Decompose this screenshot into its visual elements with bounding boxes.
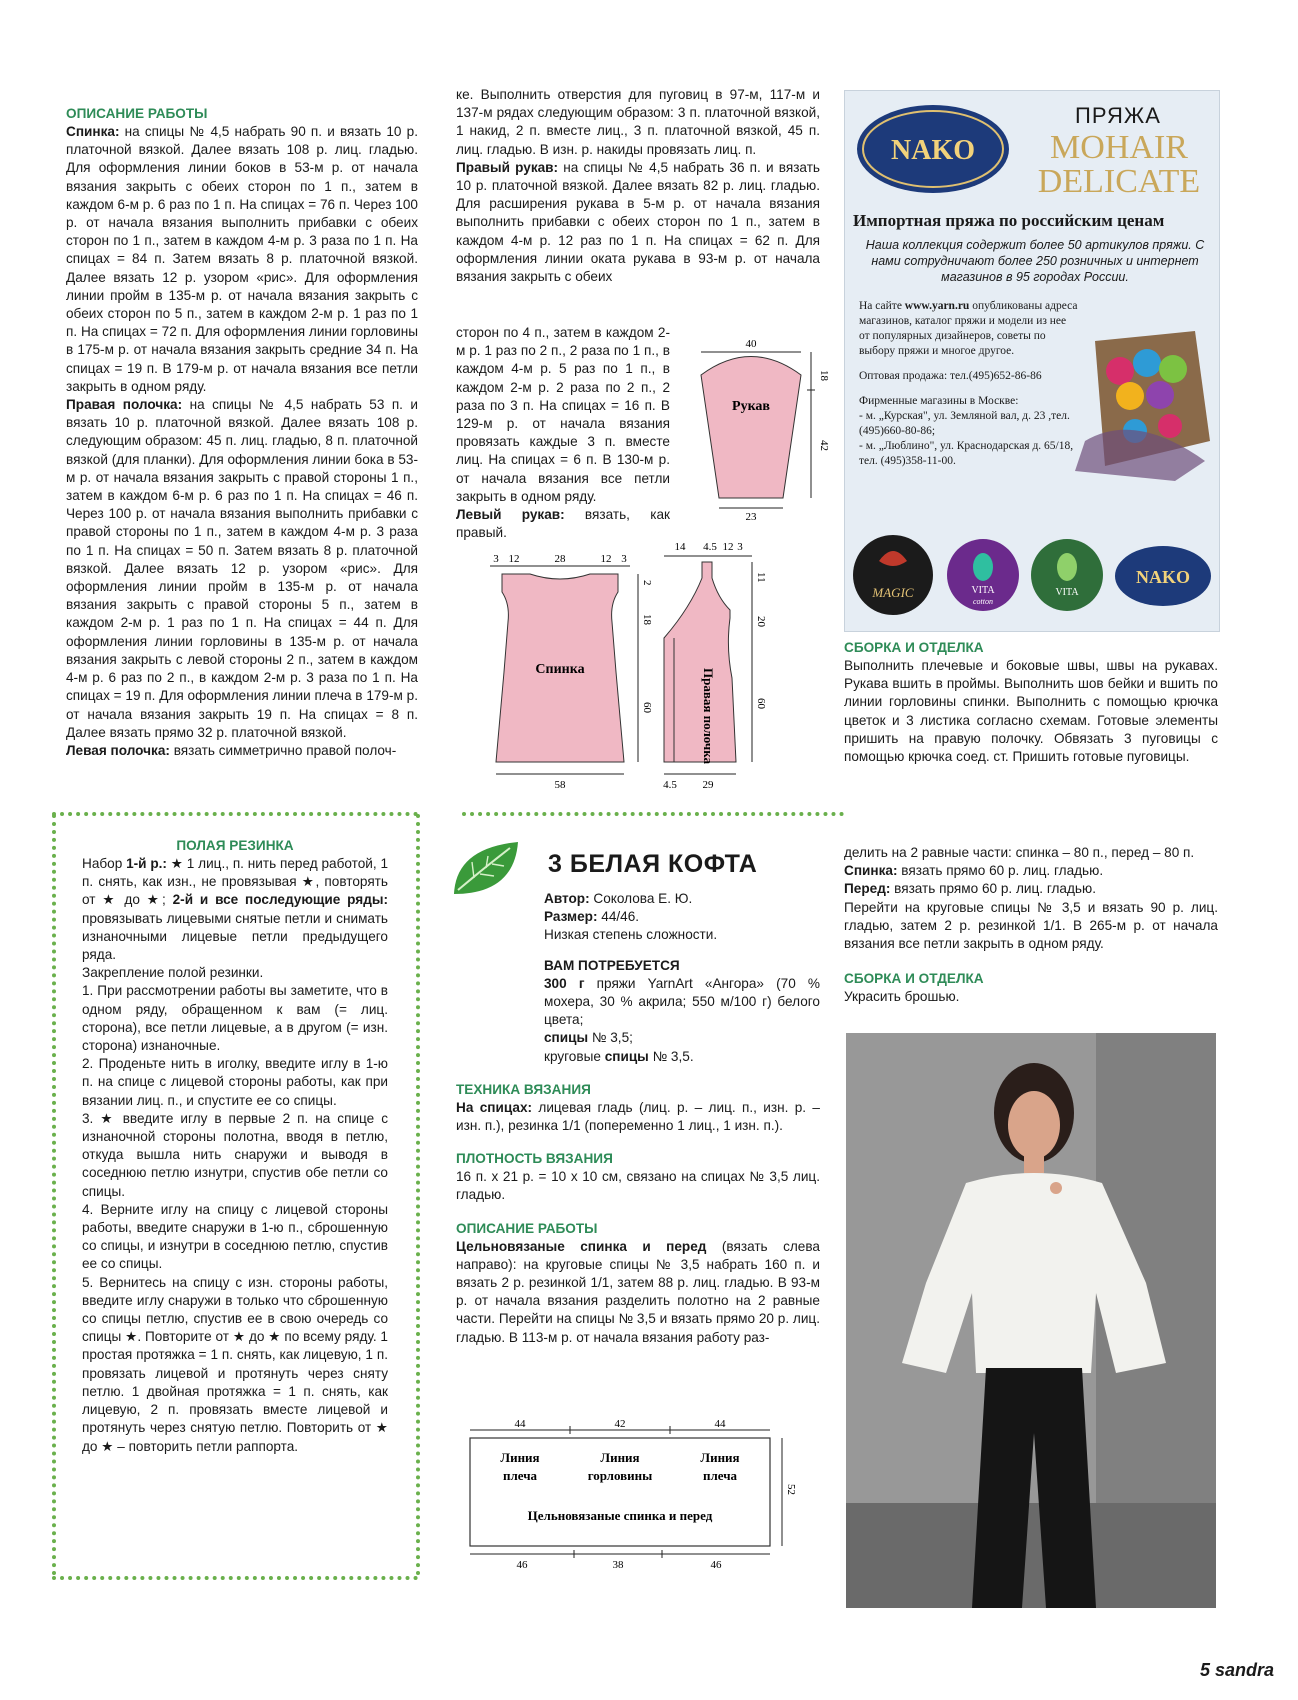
svg-text:VITA: VITA [1055,587,1079,598]
materials-yarn: 300 г пряжи YarnArt «Ангора» (70 % мохера, 30 % акрила; 550 м/100 г) белого цвета; [544,975,821,1028]
back-top-dim-1: 3 [493,553,499,565]
scheme-bottom-dim-2: 38 [612,1559,624,1570]
separator-left [52,812,418,816]
front-top-dim-4: 3 [737,541,743,553]
scheme-bottom-dim-3: 46 [710,1559,722,1570]
front-bottom-dim-1: 4.5 [663,779,677,791]
materials-needles: спицы № 3,5; [544,1030,633,1046]
nako-advertisement[interactable] [844,90,1220,632]
scheme-shoulder-2-b: плеча [702,1468,738,1483]
ad-site-link[interactable]: www.yarn.ru [904,300,970,312]
back-right-dim-1: 2 [641,580,653,586]
sleeve-bottom-dimension: 23 [745,511,757,520]
ad-headline: Импортная пряжа по российским ценам [853,211,1165,230]
front-top-dim-2: 4.5 [703,541,717,553]
nako-small-logo [1113,541,1213,611]
sleeve-cap-text: сторон по 4 п., затем в каждом 2-м р. 1 раз по 2 п., 2 раза по 1 п., в каждом 4-м р. 5 раз по 1 п., в каждом 2-м р. 2 раза по 2 п., 2 раза по 3 п. На спицах = 16 п. В 129-м р. от начала вязания провязать каждые 3 п. вместе лиц. На спицах = 6 п. В 130-м р. от начала вязания все петли закрыть в одном ряду. [456,325,670,504]
right-bottom-column [844,844,1218,1006]
box-bottom-border [52,1576,418,1580]
front-right-dim-3: 60 [755,698,767,709]
scheme-neck-a: Линия [600,1450,640,1465]
description-heading-2: ОПИСАНИЕ РАБОТЫ [456,1220,598,1236]
hollow-rib-step-4: 4. Верните иглу на спицу с лицевой стороны работы, введите снаружи в 1-ю п., сброшенную со спицы, и изнутри в соседнюю петлю, спустив ее со спицы. [82,1201,388,1272]
hollow-rib-heading: ПОЛАЯ РЕЗИНКА [176,838,294,853]
assembly-text-2: Украсить брошью. [844,989,960,1005]
hollow-rib-fix-title: Закрепление полой резинки. [82,965,264,981]
back-bottom-dim: 58 [554,779,566,791]
buttonholes-text: ке. Выполнить отверстия для пуговиц в 97-м, 117-м и 137-м рядах следующим образом: 3 п. платочной вязкой, 1 накид, 2 п. вместе лиц., 3 п. платочной вязкой, 45 п. лиц. гладью. В изн. р. накиды провязать лиц. п. [456,87,820,157]
scheme-top-dim-2: 42 [614,1420,626,1430]
yarn-basket-image [1075,291,1215,481]
sleeve-top-dimension: 40 [745,338,757,350]
back-text-2: Спинка: вязать прямо 60 р. лиц. гладью. [844,863,1104,879]
materials-circular: круговые спицы № 3,5. [544,1048,694,1064]
front-right-dim-2: 20 [755,616,767,627]
ad-body: На сайте www.yarn.ru опубликованы адреса магазинов, каталог пряжи и модели из нее от популярных дизайнеров, советы по выбору пряжи и многое другое. Оптовая продажа: тел.(495)652-86-86 Фирменные магазины в Москве: - м. „Курская", ул. Земляной вал, д. 23 ,тел. (495)660-80-86; - м. „Люблино", ул. Краснодарская д. 65/18, тел. (495)358-11-00. [859,300,1078,467]
scheme-height-dim: 52 [785,1484,797,1495]
vita-logo [1029,537,1105,613]
svg-text:cotton: cotton [973,597,993,606]
back-top-dim-4: 12 [600,553,612,565]
circular-text: Перейти на круговые спицы № 3,5 и вязать 90 р. лиц. гладью, затем 2 р. резинкой 1/1. В 265-м р. от начала вязания все петли закрыть в одном ряду. [844,899,1218,952]
right-front-diagram [660,538,780,798]
svg-text:VITA: VITA [971,585,995,596]
technique-heading: ТЕХНИКА ВЯЗАНИЯ [456,1081,591,1097]
magic-logo [849,531,937,619]
back-top-dim-2: 12 [508,553,520,565]
ad-shop-1: - м. „Курская", ул. Земляной вал, д. 23 ,тел. (495)660-80-86; [859,410,1070,437]
scheme-shoulder-1-a: Линия [500,1450,540,1465]
hollow-rib-box [82,836,388,1456]
box-right-border [416,814,420,1576]
svg-text:MAGIC: MAGIC [872,585,914,600]
model-photo [846,1033,1216,1608]
sleeve-cap-height: 18 [818,370,830,381]
front-top-dim-3: 12 [722,541,734,553]
description-text-2: Цельновязаные спинка и перед (вязать слева направо): на круговые спицы № 3,5 набрать 160 п. и вязать 2 р. резинкой 1/1, затем 88 р. лиц. гладью. В 93-м р. от начала вязания разделить полотно на 2 равные части. Перейти на спицы № 3,5 и вязать прямо 20 р. лиц. гладью. В 113-м р. от начала вязания работу раз- [456,1238,820,1345]
ad-product-1: MOHAIR [1050,129,1188,166]
front-text-2: Перед: вязать прямо 60 р. лиц. гладью. [844,881,1096,897]
scheme-shoulder-1-b: плеча [502,1468,538,1483]
middle-top-column [456,86,820,286]
technique-text: На спицах: лицевая гладь (лиц. р. – лиц. п., изн. р. – изн. п.), резинка 1/1 (попеременно 1 лиц., 1 изн. п.). [456,1099,820,1134]
scheme-top-dim-1: 44 [514,1420,526,1430]
sleeve-diagram [695,330,835,520]
vita-cotton-logo [945,537,1021,613]
ad-word-yarn: ПРЯЖА [1075,103,1161,128]
back-top-dim-3: 28 [554,553,566,565]
body-scheme-diagram [462,1420,812,1570]
left-front-description: Левая полочка: вязать симметрично правой полоч- [66,742,397,758]
front-bottom-dim-2: 29 [702,779,714,791]
ad-subtext: Наша коллекция содержит более 50 артикулов пряжи. С нами сотрудничают более 250 розничных и интернет магазинов в 95 городах России. [865,238,1205,284]
density-text: 16 п. x 21 р. = 10 x 10 см, связано на спицах № 3,5 лиц. гладью. [456,1169,820,1203]
density-heading: ПЛОТНОСТЬ ВЯЗАНИЯ [456,1151,613,1167]
sleeve-length: 42 [818,440,830,451]
sleeve-label: Рукав [732,399,770,414]
sleeve-text-narrow [456,324,670,542]
right-front-description: Правая полочка: на спицы № 4,5 набрать 53 п. и вязать 10 р. платочной вязкой. Далее вязать 108 р. следующим образом: 45 п. лиц. гладью, 8 п. платочной вязкой (для планки). Для оформления линии бока в 53-м р. от начала вязания закрыть с правой стороны 1 п., затем в каждом 6-м р. 6 раз по 1 п. На спицах = 46 п. Через 100 р. от начала вязания выполнить прибавки с правой стороны по 1 п., затем в каждом 4-м р. 3 раза по 1 п. На спицах = 50 п. Затем вязать 8 р. платочной вязкой. Далее вязать 12 р. узором «рис». Для оформления линии пройм в 135-м р. от начала вязания закрыть с правой стороны 5 п., затем в каждом 2-м р. 1 раз по 1 п. На спицах = 44 п. Для оформления линии горловины в 135-м р. от начала вязания закрыть с левой стороны 2 п., затем в каждом 4-м р. 6 раз по 2 п., в каждом 2-м р. 3 раза по 1 п. На спицах = 19 п. Для оформления линии плеча в 179-м р. от начала вязания закрыть 19 п. На спицах = 8 п. Далее вязать прямо 32 р. платочной вязкой. [66,397,418,740]
box-left-border [52,814,56,1576]
front-right-dim-1: 11 [755,572,767,583]
section-heading-description: ОПИСАНИЕ РАБОТЫ [66,106,208,121]
ad-logo-row [849,531,1215,621]
svg-text:NAKO: NAKO [891,135,975,166]
section-heading-assembly-1: СБОРКА И ОТДЕЛКА [844,640,984,655]
left-top-column [66,104,418,760]
page-number: 5 sandra [1200,1660,1275,1680]
section-heading-assembly-2: СБОРКА И ОТДЕЛКА [844,971,984,987]
materials-heading: ВАМ ПОТРЕБУЕТСЯ [544,957,680,973]
item-level: Низкая степень сложности. [544,927,718,943]
scheme-top-dim-3: 44 [714,1420,726,1430]
ad-product-2: DELICATE [1037,163,1201,200]
hollow-rib-step-1: 1. При рассмотрении работы вы заметите, что в одном ряду, обращенном к вам (= лиц. сторона), все петли лицевые, а в другом (= изн. сторона) изнаночные. [82,983,388,1054]
hollow-rib-cast-on: Набор 1-й р.: ★ 1 лиц., п. нить перед работой, 1 п. снять, как изн., не провязывая ★, повторять от ★ до ★; 2-й и все последующие ряды: провязывать лицевыми снятые петли и снимать изнаночными лицевые петли предыдущего ряда. [82,856,389,963]
scheme-main-label: Цельновязаные спинка и перед [527,1508,713,1523]
scheme-shoulder-2-a: Линия [700,1450,740,1465]
assembly-text-1: Выполнить плечевые и боковые швы, швы на рукавах. Рукава вшить в проймы. Выполнить шов бейки и вшить по линии горловины спинки. Выполнить с помощью крючка цветок и 3 листика согласно схемам. Готовые элементы пришить на правую полочку. Обвязать 3 пуговицы с помощью крючка соед. ст. Пришить готовые пуговицы. [844,658,1218,765]
ad-shops-title: Фирменные магазины в Москве: [859,395,1019,407]
ad-shop-2: - м. „Люблино", ул. Краснодарская д. 65/18, тел. (495)358-11-00. [859,440,1074,467]
back-label: Спинка [535,662,585,677]
item-title: 3 БЕЛАЯ КОФТА [548,850,758,878]
divide-text: делить на 2 равные части: спинка – 80 п., перед – 80 п. [844,845,1195,860]
back-right-dim-2: 18 [641,614,653,625]
item-details [456,890,820,1347]
left-sleeve-text: Левый рукав: вязать, как правый. [456,507,670,541]
svg-text:NAKO: NAKO [1136,567,1190,587]
back-diagram [478,552,658,792]
right-sleeve-text: Правый рукав: на спицы № 4,5 набрать 36 п. и вязать 10 р. платочной вязкой. Далее вязать 82 р. лиц. гладью. Для расширения рукава в 5-м р. от начала вязания выполнить прибавки с обеих сторон по 1 п., затем в каждом 4-м р. 12 раз по 1 п. На спицах = 62 п. Для оформления линии оката рукава в 93-м р. от начала вязания закрыть с обеих [456,159,820,285]
scheme-neck-b: горловины [587,1468,653,1483]
assembly-section-1 [844,638,1218,766]
scheme-bottom-dim-1: 46 [516,1559,528,1570]
front-top-dim-1: 14 [674,541,686,553]
right-front-label: Правая полочка [701,668,716,765]
ad-wholesale: Оптовая продажа: тел.(495)652-86-86 [859,370,1042,382]
hollow-rib-step-5: 5. Вернитесь на спицу с изн. стороны работы, введите иглу снаружи в только что сброшенную со спицы петлю, спустив ее в свою очередь со спицы ★. Повторите от ★ до ★ по всему ряду. 1 простая протяжка = 1 п. снять, как лицевую, 1 п. провязать лицевой и протянуть через сняту петлю. 1 двойная протяжка = 1 п. снять, как лицевую, 2 п. провязать вместе лицевой и протянуть через снятую петлю. Повторить от ★ до ★ – повторить петли раппорта. [82,1274,388,1454]
nako-logo [853,99,1013,199]
separator-right [462,812,844,816]
back-top-dim-5: 3 [621,553,627,565]
hollow-rib-step-2: 2. Проденьте нить в иголку, введите иглу в 1-ю п. на спице с лицевой стороны работы, как при вязании лиц. п., и спустите ее со спицы. [82,1056,388,1108]
back-right-dim-3: 60 [641,702,653,713]
hollow-rib-step-3: 3. ★ введите иглу в первые 2 п. на спице с изнаночной стороны полотна, вводя в петлю, откуда вышла нить снаружи и выводя в соседнюю петлю изнутри, спустив обе петли со спицы. [82,1110,388,1199]
back-description: Спинка: на спицы № 4,5 набрать 90 п. и вязать 10 р. платочной вязкой. Далее вязать 108 р. лиц. гладью. Для оформления линии боков в 53-м р. от начала вязания закрыть с обеих сторон по 1 п., затем в каждом 6-м р. 6 раз по 1 п. На спицах = 76 п. Через 100 р. от начала вязания выполнить прибавки с обеих сторон по 1 п., затем в каждом 4-м р. 3 раза по 1 п. На спицах = 84 п. Затем вязать 8 р. платочной вязкой. Далее вязать 12 р. узором «рис». Для оформления линии пройм в 135-м р. от начала вязания закрыть с обеих сторон по 5 п., затем в каждом 2-м р. 1 раз по 1 п. На спицах = 72 п. Для оформления линии горловины в 175-м р. от начала вязания закрыть средние 34 п. На спицах = 19 п. В 179-м р. от начала вязания все петли закрыть в одном ряду. [66,124,418,394]
item-author: Автор: Соколова Е. Ю. [544,891,693,906]
item-size: Размер: 44/46. [544,909,640,925]
